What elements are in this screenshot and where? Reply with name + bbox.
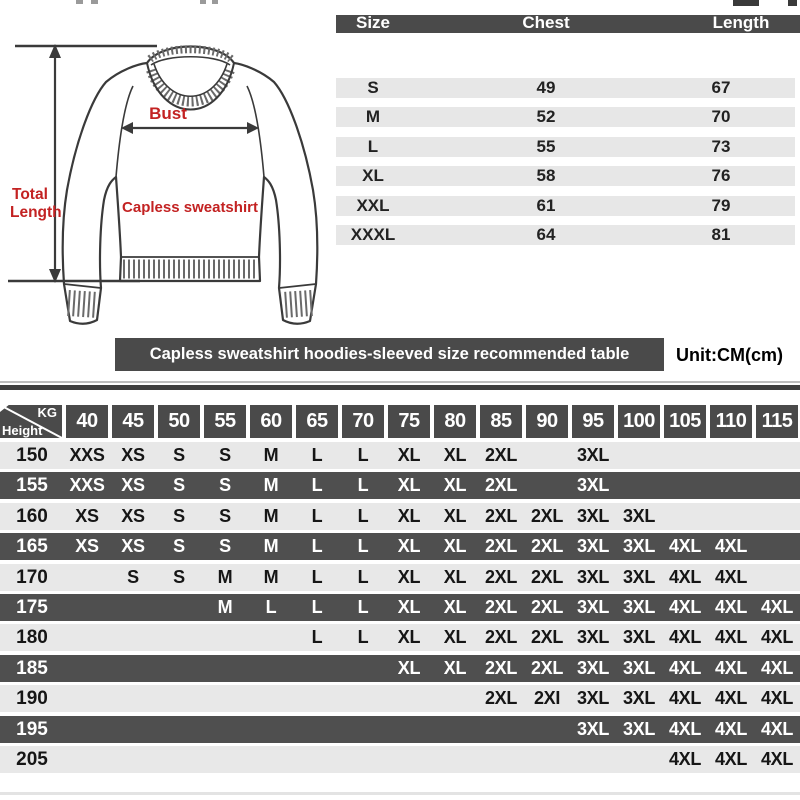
size-recommendation-cell: M	[217, 596, 233, 617]
size-recommendation-cell	[340, 655, 386, 682]
size-recommendation-cell: 3XL	[622, 505, 656, 526]
height-label-cell: 175	[16, 596, 48, 618]
size-recommendation-cell: S	[173, 475, 185, 496]
size-recommendation-cell: XS	[121, 536, 145, 557]
cropped-icon-fragment	[788, 0, 797, 6]
size-recommendation-cell: 3XL	[576, 475, 610, 496]
size-recommendation-cell	[294, 746, 340, 773]
size-recommendation-cell: S	[173, 566, 185, 587]
size-recommendation-cell: 2XL	[530, 596, 564, 617]
size-recommendation-cell: 4XL	[668, 536, 702, 557]
size-recommendation-cell: L	[357, 596, 369, 617]
size-table-cell: 79	[711, 195, 731, 215]
weight-header-cell: 40	[66, 405, 108, 438]
size-recommendation-cell: 2XL	[530, 657, 564, 678]
fit-table-header	[0, 405, 800, 438]
size-recommendation-cell: XL	[443, 505, 467, 526]
size-recommendation-cell	[662, 503, 708, 530]
fit-table-row	[0, 564, 800, 591]
weight-header-cell: 80	[434, 405, 476, 438]
size-recommendation-cell	[110, 655, 156, 682]
size-recommendation-cell: 4XL	[714, 718, 748, 739]
size-recommendation-cell	[754, 472, 800, 499]
size-recommendation-cell	[64, 746, 110, 773]
size-recommendation-cell: XXS	[69, 475, 105, 496]
size-recommendation-cell: 4XL	[714, 627, 748, 648]
size-table-row	[336, 78, 795, 98]
weight-header-cell: 85	[480, 405, 522, 438]
cropped-icon-fragment	[733, 0, 759, 6]
size-recommendation-cell	[156, 594, 202, 621]
size-recommendation-cell	[340, 716, 386, 743]
size-table-cell: 58	[536, 166, 556, 186]
size-recommendation-cell	[386, 685, 432, 712]
fit-table-row	[0, 594, 800, 621]
size-recommendation-cell: M	[263, 475, 279, 496]
size-recommendation-cell	[156, 655, 202, 682]
size-table-cell: 76	[711, 166, 731, 186]
size-recommendation-cell: 2XL	[530, 536, 564, 557]
size-recommendation-cell: 3XL	[576, 536, 610, 557]
size-recommendation-cell	[524, 442, 570, 469]
size-table-row	[336, 196, 795, 216]
weight-header-cell: 100	[618, 405, 660, 438]
size-table-cell: S	[367, 78, 379, 97]
unit-label: Unit:CM(cm)	[676, 345, 783, 365]
size-recommendation-cell	[202, 716, 248, 743]
size-recommendation-cell: M	[263, 566, 279, 587]
size-recommendation-cell	[248, 624, 294, 651]
size-recommendation-cell	[340, 746, 386, 773]
size-recommendation-cell: 3XL	[622, 596, 656, 617]
size-recommendation-cell: L	[357, 536, 369, 557]
size-recommendation-cell: 2XL	[484, 505, 518, 526]
size-recommendation-cell: 2XL	[484, 657, 518, 678]
weight-header-cell: 105	[664, 405, 706, 438]
height-label-cell: 165	[16, 536, 48, 558]
weight-header-cell: 55	[204, 405, 246, 438]
size-recommendation-cell	[202, 624, 248, 651]
size-recommendation-cell: XL	[443, 475, 467, 496]
size-table-header	[336, 15, 800, 33]
size-recommendation-cell	[248, 655, 294, 682]
size-table-cell: 70	[711, 107, 731, 127]
garment-size-table	[336, 15, 800, 254]
size-recommendation-cell: 4XL	[760, 657, 794, 678]
size-recommendation-cell	[432, 685, 478, 712]
size-recommendation-cell: 2XL	[530, 627, 564, 648]
size-recommendation-cell: XL	[397, 475, 421, 496]
size-recommendation-cell	[708, 472, 754, 499]
height-label-cell: 205	[16, 748, 48, 770]
height-label-cell: 190	[16, 688, 48, 710]
size-table-cell: 55	[536, 136, 556, 156]
bust-label: Bust	[149, 104, 187, 123]
weight-header-cell: 90	[526, 405, 568, 438]
weight-header-cell: 95	[572, 405, 614, 438]
size-recommendation-cell: XS	[121, 505, 145, 526]
size-recommendation-cell: 3XL	[576, 445, 610, 465]
size-recommendation-cell: 3XL	[576, 596, 610, 617]
size-table-cell: 81	[711, 224, 731, 244]
size-recommendation-cell: 2XI	[533, 688, 561, 709]
size-recommendation-cell: 4XL	[668, 566, 702, 587]
size-recommendation-cell: M	[263, 445, 279, 465]
size-recommendation-cell	[708, 503, 754, 530]
size-recommendation-cell: M	[263, 505, 279, 526]
size-recommendation-cell: 4XL	[668, 657, 702, 678]
weight-header-cell: 110	[710, 405, 752, 438]
size-recommendation-cell	[386, 746, 432, 773]
size-recommendation-cell: XL	[397, 627, 421, 648]
height-label-cell: 170	[16, 566, 48, 588]
size-recommendation-cell: XL	[397, 536, 421, 557]
size-table-cell: 52	[536, 107, 556, 127]
size-recommendation-cell: 3XL	[622, 718, 656, 739]
size-recommendation-cell: XL	[443, 445, 467, 465]
size-recommendation-cell	[432, 746, 478, 773]
size-recommendation-cell: 3XL	[622, 657, 656, 678]
sweatshirt-diagram	[0, 0, 340, 335]
size-recommendation-cell	[248, 685, 294, 712]
size-recommendation-cell: 4XL	[714, 657, 748, 678]
table-title-banner: Capless sweatshirt hoodies-sleeved size recommended table	[115, 338, 664, 371]
fit-table-row	[0, 746, 800, 773]
size-recommendation-cell: L	[357, 627, 369, 648]
size-recommendation-cell: XXS	[69, 445, 105, 465]
total-length-label-line2: Length	[10, 204, 62, 221]
size-recommendation-cell: XL	[397, 596, 421, 617]
size-recommendation-cell	[64, 685, 110, 712]
size-recommendation-cell: 3XL	[622, 536, 656, 557]
size-table-row	[336, 225, 795, 245]
size-table-header-cell: Chest	[522, 15, 570, 32]
size-recommendation-cell: 4XL	[668, 748, 702, 769]
weight-header-cell: 45	[112, 405, 154, 438]
size-recommendation-cell: XL	[397, 566, 421, 587]
size-recommendation-cell: 4XL	[760, 596, 794, 617]
size-recommendation-cell: S	[173, 445, 185, 465]
size-recommendation-cell: XS	[121, 475, 145, 496]
size-recommendation-cell: 4XL	[760, 718, 794, 739]
size-table-row	[336, 166, 795, 186]
size-recommendation-cell: M	[263, 536, 279, 557]
size-recommendation-cell: L	[357, 566, 369, 587]
garment-label: Capless sweatshirt	[122, 199, 258, 216]
size-recommendation-cell: S	[219, 475, 231, 496]
weight-header-cell: 65	[296, 405, 338, 438]
size-recommendation-cell: 3XL	[576, 505, 610, 526]
size-recommendation-cell	[386, 716, 432, 743]
size-recommendation-cell: XL	[397, 657, 421, 678]
size-recommendation-cell: L	[357, 475, 369, 496]
size-table-row	[336, 107, 795, 127]
size-recommendation-cell: L	[311, 566, 323, 587]
size-recommendation-cell: L	[311, 475, 323, 496]
weight-header-cell: 75	[388, 405, 430, 438]
size-recommendation-cell: XS	[75, 505, 99, 526]
size-recommendation-cell	[156, 746, 202, 773]
size-table-body	[336, 78, 800, 245]
size-recommendation-cell	[708, 442, 754, 469]
size-table-cell: XL	[362, 166, 384, 186]
size-recommendation-cell	[570, 746, 616, 773]
size-recommendation-cell: XL	[397, 445, 421, 465]
size-table-cell: 49	[536, 78, 556, 97]
fit-table-row	[0, 533, 800, 560]
size-recommendation-cell: 2XL	[484, 627, 518, 648]
size-table-header-cell: Size	[355, 15, 391, 32]
size-recommendation-cell: L	[311, 445, 323, 465]
size-recommendation-cell: 2XL	[530, 566, 564, 587]
size-table-cell: 73	[711, 136, 731, 156]
height-label-cell: 195	[16, 718, 48, 740]
total-length-arrow	[49, 44, 61, 283]
size-recommendation-cell	[662, 472, 708, 499]
size-recommendation-cell: XL	[397, 505, 421, 526]
size-recommendation-cell	[202, 746, 248, 773]
corner-height-label: Height	[2, 423, 43, 438]
fit-table-row	[0, 472, 800, 499]
size-table-header-cell: Length	[712, 15, 770, 32]
height-label-cell: 160	[16, 505, 48, 527]
section-divider	[0, 379, 800, 390]
size-recommendation-cell	[110, 746, 156, 773]
size-recommendation-cell: XS	[75, 536, 99, 557]
size-recommendation-cell: 4XL	[760, 627, 794, 648]
size-recommendation-cell: L	[311, 596, 323, 617]
size-recommendation-cell: L	[311, 536, 323, 557]
size-recommendation-cell	[294, 716, 340, 743]
size-recommendation-cell: XL	[443, 596, 467, 617]
total-length-label-line1: Total	[12, 186, 48, 203]
size-recommendation-cell: S	[173, 505, 185, 526]
size-recommendation-cell	[64, 716, 110, 743]
fit-table-row	[0, 716, 800, 743]
size-recommendation-cell	[202, 655, 248, 682]
size-recommendation-cell	[616, 442, 662, 469]
size-recommendation-cell	[110, 624, 156, 651]
size-recommendation-cell	[478, 716, 524, 743]
corner-kg-label: KG	[37, 405, 57, 420]
size-recommendation-cell: L	[357, 445, 369, 465]
kg-height-corner-cell	[0, 405, 62, 438]
cropped-row-fragment	[0, 792, 800, 795]
size-recommendation-cell: 3XL	[576, 657, 610, 678]
size-recommendation-cell	[754, 503, 800, 530]
size-recommendation-cell: 3XL	[622, 566, 656, 587]
size-recommendation-cell	[294, 685, 340, 712]
size-recommendation-cell: XL	[443, 657, 467, 678]
size-recommendation-cell: 2XL	[484, 536, 518, 557]
size-recommendation-cell	[340, 685, 386, 712]
height-label-cell: 180	[16, 627, 48, 649]
size-recommendation-cell: M	[217, 566, 233, 587]
height-label-cell: 185	[16, 657, 48, 679]
fit-table-row	[0, 655, 800, 682]
size-table-cell: XXL	[356, 195, 390, 215]
height-weight-fit-table	[0, 405, 800, 776]
size-recommendation-cell	[294, 655, 340, 682]
size-recommendation-cell: 4XL	[714, 596, 748, 617]
size-recommendation-cell	[754, 442, 800, 469]
size-table-cell: L	[367, 136, 379, 156]
height-label-cell: 155	[16, 475, 48, 497]
fit-table-body	[0, 442, 800, 773]
weight-header-cell: 60	[250, 405, 292, 438]
size-recommendation-cell	[524, 472, 570, 499]
size-recommendation-cell	[64, 655, 110, 682]
weight-header-cell: 115	[756, 405, 798, 438]
size-recommendation-cell: 3XL	[576, 566, 610, 587]
height-label-cell: 150	[16, 445, 48, 466]
size-recommendation-cell: XL	[443, 627, 467, 648]
size-recommendation-cell: 2XL	[484, 688, 518, 709]
size-table-cell: 64	[536, 224, 556, 244]
size-recommendation-cell: 4XL	[714, 566, 748, 587]
size-recommendation-cell: L	[357, 505, 369, 526]
size-recommendation-cell: S	[219, 505, 231, 526]
size-recommendation-cell	[110, 685, 156, 712]
size-table-cell: XXXL	[350, 224, 396, 244]
size-recommendation-cell	[524, 716, 570, 743]
size-table-cell: 67	[711, 78, 731, 97]
size-recommendation-cell: S	[127, 566, 139, 587]
fit-table-row	[0, 685, 800, 712]
size-recommendation-cell	[64, 564, 110, 591]
size-recommendation-cell	[662, 442, 708, 469]
size-recommendation-cell: 2XL	[530, 505, 564, 526]
size-recommendation-cell	[64, 624, 110, 651]
size-recommendation-cell: S	[173, 536, 185, 557]
size-recommendation-cell: 3XL	[576, 718, 610, 739]
size-recommendation-cell: 4XL	[760, 688, 794, 709]
size-recommendation-cell: L	[265, 596, 277, 617]
size-recommendation-cell: XL	[443, 536, 467, 557]
size-recommendation-cell: 4XL	[714, 688, 748, 709]
size-recommendation-cell	[754, 533, 800, 560]
size-recommendation-cell	[616, 472, 662, 499]
size-recommendation-cell: 3XL	[622, 627, 656, 648]
weight-header-cell: 70	[342, 405, 384, 438]
fit-table-row	[0, 442, 800, 469]
size-recommendation-cell: 3XL	[576, 688, 610, 709]
weight-header-cell: 50	[158, 405, 200, 438]
size-recommendation-cell	[432, 716, 478, 743]
size-recommendation-cell: S	[219, 445, 231, 465]
size-recommendation-cell	[110, 594, 156, 621]
size-recommendation-cell: 4XL	[668, 718, 702, 739]
size-recommendation-cell	[156, 624, 202, 651]
size-recommendation-cell	[754, 564, 800, 591]
size-recommendation-cell: 3XL	[576, 627, 610, 648]
size-recommendation-cell: L	[311, 627, 323, 648]
size-recommendation-cell: 2XL	[484, 445, 518, 465]
size-table-cell: M	[365, 107, 381, 127]
size-recommendation-cell: 3XL	[622, 688, 656, 709]
size-recommendation-cell: 2XL	[484, 596, 518, 617]
size-recommendation-cell	[64, 594, 110, 621]
size-recommendation-cell: XL	[443, 566, 467, 587]
size-table-cell: 61	[536, 195, 556, 215]
size-recommendation-cell	[156, 685, 202, 712]
size-recommendation-cell: S	[219, 536, 231, 557]
size-recommendation-cell	[248, 716, 294, 743]
size-table-row	[336, 137, 795, 157]
size-recommendation-cell: 4XL	[760, 748, 794, 769]
size-recommendation-cell	[478, 746, 524, 773]
size-recommendation-cell: 4XL	[714, 748, 748, 769]
size-recommendation-cell: 4XL	[714, 536, 748, 557]
size-recommendation-cell	[156, 716, 202, 743]
size-recommendation-cell: 4XL	[668, 596, 702, 617]
size-recommendation-cell: 4XL	[668, 627, 702, 648]
size-recommendation-cell	[110, 716, 156, 743]
size-recommendation-cell: XS	[121, 445, 145, 465]
size-recommendation-cell: 2XL	[484, 475, 518, 496]
size-recommendation-cell	[202, 685, 248, 712]
size-recommendation-cell: 4XL	[668, 688, 702, 709]
size-recommendation-cell: 2XL	[484, 566, 518, 587]
fit-table-row	[0, 624, 800, 651]
size-recommendation-cell	[616, 746, 662, 773]
size-recommendation-cell: L	[311, 505, 323, 526]
size-recommendation-cell	[248, 746, 294, 773]
size-recommendation-cell	[524, 746, 570, 773]
fit-table-row	[0, 503, 800, 530]
